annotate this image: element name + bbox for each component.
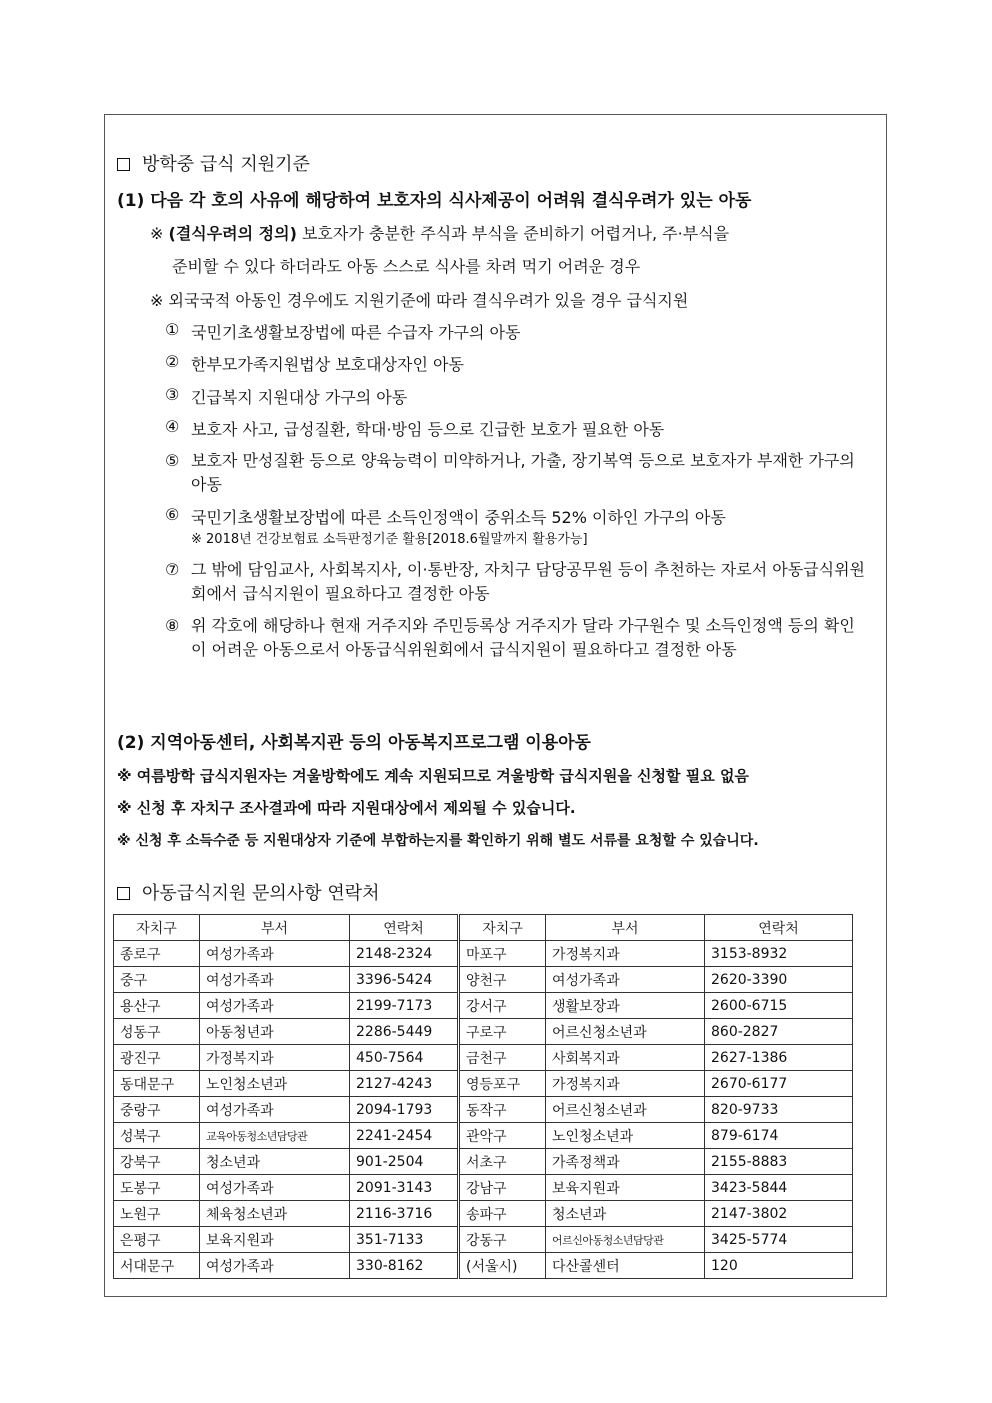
header-department: 부서 [546,915,705,941]
table-row [114,1045,853,1071]
cell-district: 금천구 [459,1045,546,1071]
criterion-item [165,417,664,440]
contact-table [113,914,853,1279]
cell-phone: 2127-4243 [350,1071,459,1097]
cell-district: 도봉구 [114,1175,200,1201]
cell-district: 영등포구 [459,1071,546,1097]
item-number: ③ [165,385,180,404]
cell-phone: 3153-8932 [705,941,853,967]
cell-department: 가정복지과 [546,1071,705,1097]
item-body [191,505,726,547]
criterion-1: (1) 다음 각 호의 사유에 해당하여 보호자의 식사제공이 어려워 결식우려가 있는 아동 [117,191,752,211]
cell-phone: 2094-1793 [350,1097,459,1123]
table-row [114,1071,853,1097]
cell-district: 동작구 [459,1097,546,1123]
cell-district: 구로구 [459,1019,546,1045]
cell-phone: 3396-5424 [350,967,459,993]
table-row [114,1201,853,1227]
cell-department: 가정복지과 [546,941,705,967]
cell-phone: 3425-5774 [705,1227,853,1253]
cell-district: 강동구 [459,1227,546,1253]
cell-phone: 2670-6177 [705,1071,853,1097]
cell-phone: 901-2504 [350,1149,459,1175]
item-text: 긴급복지 지원대상 가구의 아동 [191,388,408,407]
cell-department: 여성가족과 [200,941,350,967]
cell-district: 노원구 [114,1201,200,1227]
header-phone: 연락처 [350,915,459,941]
cell-phone: 2199-7173 [350,993,459,1019]
cell-department: 보육지원과 [546,1175,705,1201]
cell-district: (서울시) [459,1253,546,1279]
cell-phone: 2116-3716 [350,1201,459,1227]
cell-district: 강북구 [114,1149,200,1175]
cell-department: 여성가족과 [200,967,350,993]
criterion-item [165,505,865,547]
cell-phone: 2155-8883 [705,1149,853,1175]
item-text: 보호자 사고, 급성질환, 학대·방임 등으로 긴급한 보호가 필요한 아동 [191,420,665,439]
cell-district: 강남구 [459,1175,546,1201]
cell-phone: 860-2827 [705,1019,853,1045]
item-text: 보호자 만성질환 등으로 양육능력이 미약하거나, 가출, 장기복역 등으로 보호자가 부재한 가구의 아동 [191,451,855,494]
header-district: 자치구 [459,915,546,941]
cell-department: 여성가족과 [200,1253,350,1279]
cell-district: 광진구 [114,1045,200,1071]
table-row [114,993,853,1019]
cell-phone: 2286-5449 [350,1019,459,1045]
cell-department: 여성가족과 [200,1097,350,1123]
cell-district: 마포구 [459,941,546,967]
criterion-item [165,385,407,408]
table-row [114,1175,853,1201]
cell-phone: 2147-3802 [705,1201,853,1227]
cell-department: 여성가족과 [200,993,350,1019]
cell-department: 보육지원과 [200,1227,350,1253]
cell-phone: 2148-2324 [350,941,459,967]
header-district: 자치구 [114,915,200,941]
cell-department: 노인청소년과 [546,1123,705,1149]
table-row [114,1097,853,1123]
section2-heading [117,879,380,905]
bold-note: ※ 신청 후 소득수준 등 지원대상자 기준에 부합하는지를 확인하기 위해 별도 서류를 요청할 수 있습니다. [117,833,759,849]
item-text: 국민기초생활보장법에 따른 소득인정액이 중위소득 52% 이하인 가구의 아동 [191,508,726,527]
cell-department: 체육청소년과 [200,1201,350,1227]
checkbox-icon [117,158,130,171]
cell-department: 아동청년과 [200,1019,350,1045]
cell-department: 청소년과 [546,1201,705,1227]
item-text: 위 각호에 해당하나 현재 거주지와 주민등록상 거주지가 달라 가구원수 및 소득인정액 등의 확인이 어려운 아동으로서 아동급식위원회에서 급식지원이 필요하다고 결정한 아동 [191,616,855,659]
section1-heading-text: 방학중 급식 지원기준 [142,154,310,175]
cell-department: 여성가족과 [546,967,705,993]
cell-department: 어르신청소년과 [546,1019,705,1045]
cell-phone: 2241-2454 [350,1123,459,1149]
cell-district: 성동구 [114,1019,200,1045]
contact-table-body [114,941,853,1279]
checkbox-icon [117,887,130,900]
section2-heading-text: 아동급식지원 문의사항 연락처 [142,883,380,904]
cell-district: 양천구 [459,967,546,993]
item-number: ⑦ [165,560,180,579]
cell-department: 어르신아동청소년담당관 [546,1227,705,1253]
table-row [114,1123,853,1149]
cell-phone: 2091-3143 [350,1175,459,1201]
item-number: ⑤ [165,451,180,470]
cell-department: 다산콜센터 [546,1253,705,1279]
item-text: 한부모가족지원법상 보호대상자인 아동 [191,355,464,374]
cell-district: 은평구 [114,1227,200,1253]
cell-department: 가정복지과 [200,1045,350,1071]
cell-phone: 820-9733 [705,1097,853,1123]
cell-phone: 330-8162 [350,1253,459,1279]
cell-district: 중구 [114,967,200,993]
item-number: ⑥ [165,505,180,524]
note-foreign: ※ 외국국적 아동인 경우에도 지원기준에 따라 결식우려가 있을 경우 급식지원 [150,291,689,310]
cell-district: 용산구 [114,993,200,1019]
cell-department: 청소년과 [200,1149,350,1175]
cell-department: 교육아동청소년담당관 [200,1123,350,1149]
cell-phone: 879-6174 [705,1123,853,1149]
criterion-2: (2) 지역아동센터, 사회복지관 등의 아동복지프로그램 이용아동 [117,733,591,753]
cell-phone: 2600-6715 [705,993,853,1019]
item-number: ② [165,352,180,371]
table-header-row [114,915,853,941]
note-definition-label: (결식우려의 정의) [168,224,297,243]
cell-department: 생활보장과 [546,993,705,1019]
cell-district: 서초구 [459,1149,546,1175]
item-number: ④ [165,417,180,436]
item-text: 그 밖에 담임교사, 사회복지사, 이·통반장, 자치구 담당공무원 등이 추천하는 자로서 아동급식위원회에서 급식지원이 필요하다고 결정한 아동 [191,560,865,603]
cell-department: 가족정책과 [546,1149,705,1175]
table-row [114,941,853,967]
cell-phone: 351-7133 [350,1227,459,1253]
criterion-item [165,614,865,662]
table-row [114,1253,853,1279]
item-subnote: ※ 2018년 건강보험료 소득판정기준 활용[2018.6월말까지 활용가능] [191,532,588,547]
note-definition [150,221,729,244]
note-definition-cont: 준비할 수 있다 하더라도 아동 스스로 식사를 차려 먹기 어려운 경우 [172,257,641,276]
cell-phone: 2627-1386 [705,1045,853,1071]
cell-phone: 2620-3390 [705,967,853,993]
cell-district: 성북구 [114,1123,200,1149]
table-row [114,1149,853,1175]
cell-district: 동대문구 [114,1071,200,1097]
item-number: ① [165,320,180,339]
item-number: ⑧ [165,616,180,635]
criterion-item [165,352,464,375]
table-row [114,1227,853,1253]
cell-department: 사회복지과 [546,1045,705,1071]
bold-note: ※ 신청 후 자치구 조사결과에 따라 지원대상에서 제외될 수 있습니다. [117,799,576,817]
cell-department: 여성가족과 [200,1175,350,1201]
section1-heading [117,150,310,176]
cell-district: 종로구 [114,941,200,967]
cell-district: 중랑구 [114,1097,200,1123]
bold-note: ※ 여름방학 급식지원자는 겨울방학에도 계속 지원되므로 겨울방학 급식지원을 신청할 필요 없음 [117,767,749,785]
cell-district: 강서구 [459,993,546,1019]
header-phone: 연락처 [705,915,853,941]
cell-phone: 3423-5844 [705,1175,853,1201]
table-row [114,1019,853,1045]
table-row [114,967,853,993]
note-definition-text: 보호자가 충분한 주식과 부식을 준비하기 어렵거나, 주·부식을 [296,224,730,243]
cell-phone: 450-7564 [350,1045,459,1071]
header-department: 부서 [200,915,350,941]
criterion-item [165,449,865,497]
cell-phone: 120 [705,1253,853,1279]
cell-district: 송파구 [459,1201,546,1227]
cell-district: 관악구 [459,1123,546,1149]
criterion-item [165,558,865,606]
cell-department: 어르신청소년과 [546,1097,705,1123]
note-mark: ※ [150,224,169,243]
cell-department: 노인청소년과 [200,1071,350,1097]
cell-district: 서대문구 [114,1253,200,1279]
item-text: 국민기초생활보장법에 따른 수급자 가구의 아동 [191,323,521,342]
criterion-item [165,320,520,343]
